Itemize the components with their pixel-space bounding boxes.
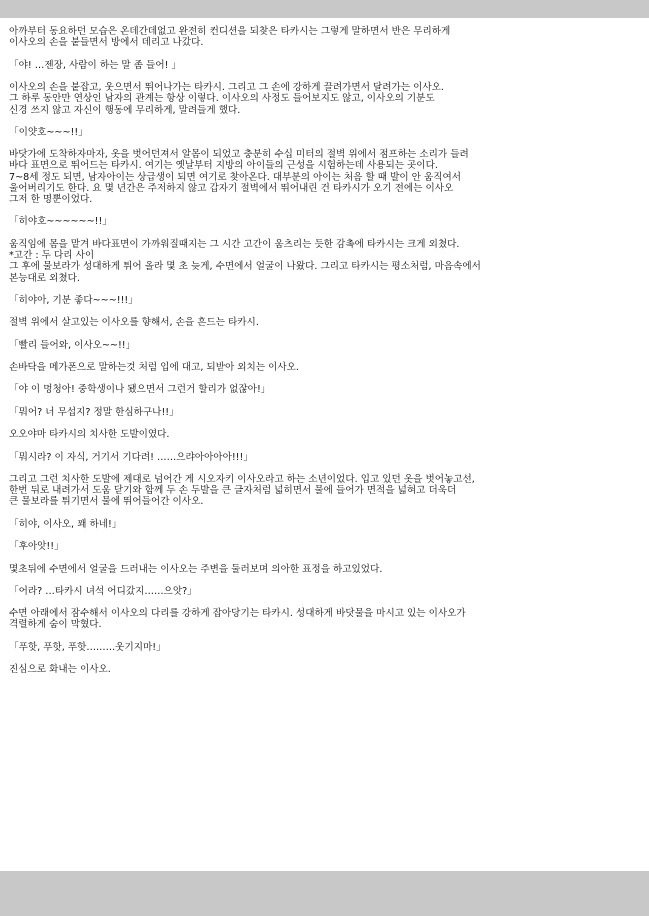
document-page: [0, 18, 649, 871]
paragraph: 수면 아래에서 잠수해서 이사오의 다리를 강하게 잡아당기는 타카시. 성대하게 바닷물을 마시고 있는 이사오가 격렬하게 숨이 막혔다.: [9, 608, 466, 631]
dialogue-line: 「뭐어? 너 무섭지? 정말 한심하구나!!」: [9, 406, 179, 418]
paragraph: 몇초뒤에 수면에서 얼굴을 드러내는 이사오는 주변을 둘러보며 의아한 표정을 하고있었다.: [9, 563, 383, 575]
paragraph: 바닷가에 도착하자마자, 옷을 벗어던져서 알몸이 되었고 충분히 수십 미터의 절벽 위에서 점프하는 소리가 들려 바다 표면으로 뛰어드는 타카시. 여기는 옛날부터 지방의 아이들의 근성을 시험하는데 사용되는 곳이다. 7~8세 정도 되면, 남자아이는 상급생이 되면 여기로 찾아온다. 대부분의 아이는 처음 할 때 발이 안 움직여서 울어버리기도 한다. 요 몇 년간은 주저하지 않고 갑자기 절벽에서 뛰어내린 건 타카시가 오기 전에는 이사오 그저 한 명뿐이었다.: [9, 149, 469, 205]
document-body: [9, 26, 639, 675]
top-margin-band: [0, 0, 649, 18]
dialogue-line: 「히야아, 기분 좋다~~~!!!」: [9, 294, 138, 306]
paragraph: 손바닥을 메가폰으로 말하는것 처럼 입에 대고, 되받아 외치는 이사오.: [9, 361, 299, 373]
dialogue-line: 「어라? …타카시 녀석 어디갔지……으앗?」: [9, 585, 197, 597]
dialogue-line: 「야 이 멍청아! 중학생이나 됐으면서 그런거 할리가 없잖아!」: [9, 384, 271, 396]
paragraph: 움직임에 몸을 맡겨 바다표면이 가까워질때지는 그 시간 고간이 움츠리는 듯한 감촉에 타카시는 크게 외쳤다. *고간 : 두 다리 사이 그 후에 물보라가 성대하게 튀어 올라 몇 초 늦게, 수면에서 얼굴이 나왔다. 그리고 타카시는 평소처럼, 마음속에서 본능대로 외쳤다.: [9, 238, 481, 284]
paragraph: 진심으로 화내는 이사오.: [9, 664, 111, 676]
dialogue-line: 「히야호~~~~~~!!」: [9, 216, 112, 228]
dialogue-line: 「푸핫, 푸핫, 푸핫………웃기지마!」: [9, 641, 166, 653]
paragraph: 오오야마 타카시의 치사한 도발이였다.: [9, 429, 170, 441]
dialogue-line: 「빨리 들어와, 이사오~~!!」: [9, 339, 136, 351]
dialogue-line: 「이얏호~~~!!」: [9, 126, 88, 138]
dialogue-line: 「뭐시라? 이 자식, 거기서 기다려! ……으랴아아아아!!!」: [9, 451, 253, 463]
paragraph: 이사오의 손을 붙잡고, 웃으면서 뛰어나가는 타카시. 그리고 그 손에 강하게 끌려가면서 달려가는 이사오. 그 하루 동안만 연상인 남자의 관계는 항상 이렇다. 이사오의 사정도 들어보지도 않고, 이사오의 기분도 신경 쓰지 않고 자신이 행동에 무리하게, 말려들게 했다.: [9, 82, 444, 116]
dialogue-line: 「후아앗!!」: [9, 541, 64, 553]
dialogue-line: 「야! …젠장, 사람이 하는 말 좀 들어! 」: [9, 59, 182, 71]
bottom-margin-band: [0, 871, 649, 916]
paragraph: 아까부터 동요하던 모습은 온데간데없고 완전히 컨디션을 되찾은 타카시는 그렇게 말하면서 반은 무리하게 이사오의 손을 붙들면서 방에서 데리고 나갔다.: [9, 26, 451, 49]
paragraph: 절벽 위에서 살고있는 이사오를 향해서, 손을 흔드는 타카시.: [9, 317, 259, 329]
dialogue-line: 「히야, 이사오, 꽤 하네!」: [9, 518, 122, 530]
paragraph: 그리고 그런 치사한 도발에 제대로 넘어간 게 시오자키 이사오라고 하는 소년이었다. 입고 있던 옷을 벗어놓고선, 한번 뒤로 내려가서 도움 닫기와 함께 두 손 두발을 큰 글자처럼 넓히면서 물에 들어가 면적을 넓혀고 더욱더 큰 물보라를 튀기면서 물에 뛰어들어간 이사오.: [9, 473, 475, 508]
